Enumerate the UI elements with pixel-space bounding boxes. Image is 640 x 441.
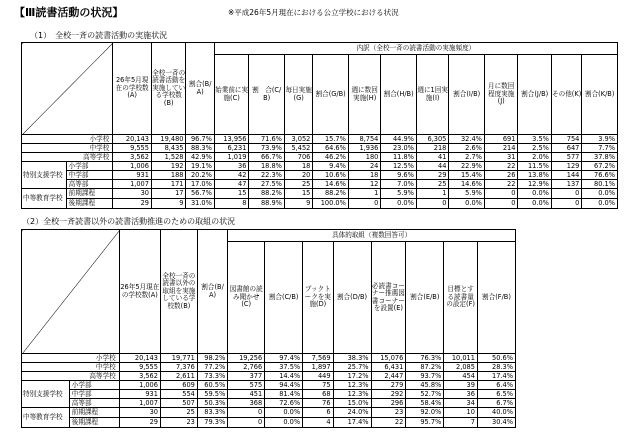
header-daily: 毎日実施(G) — [284, 55, 312, 135]
cell-hb: 5.9% — [381, 189, 417, 199]
row-label: 中学部 — [66, 171, 113, 180]
cell-ba: 60.5% — [197, 381, 227, 390]
cell-b: 1,528 — [151, 153, 186, 162]
row-label: 中学校 — [22, 144, 113, 153]
cell-i: 218 — [416, 144, 448, 153]
row-label: 前期課程 — [69, 408, 119, 418]
header-corner — [22, 43, 113, 135]
header-other-pct: 割合(K/B) — [582, 55, 618, 135]
cell-c: 0 — [228, 408, 265, 418]
cell-ba: 56.7% — [186, 189, 214, 199]
cell-hb: 23.0% — [381, 144, 417, 153]
row-label: 高等学校 — [22, 372, 120, 381]
header-daily-pct: 割合(G/B) — [313, 55, 349, 135]
cell-b: 609 — [160, 381, 197, 390]
cell-ba: 98.2% — [197, 354, 227, 363]
cell-ib: 14.6% — [449, 180, 485, 189]
cell-ba: 17.0% — [186, 180, 214, 189]
cell-cb: 0.0% — [265, 418, 303, 428]
cell-ba: 73.3% — [197, 372, 227, 381]
header-implementing-count: 全校一斉の読書以外の取組を実施している学校数(B) — [160, 230, 197, 354]
cell-hb: 9.6% — [381, 171, 417, 180]
cell-ba: 83.3% — [197, 408, 227, 418]
cell-cb: 73.9% — [249, 144, 285, 153]
cell-gb: 46.2% — [313, 153, 349, 162]
cell-ba: 96.7% — [186, 135, 214, 144]
cell-gb: 14.6% — [313, 180, 349, 189]
cell-c: 451 — [228, 390, 265, 399]
cell-f: 39 — [444, 381, 478, 390]
header-school-count: 26年5月現在の学校数(A) — [119, 230, 160, 354]
cell-fb: 28.3% — [477, 363, 515, 372]
table-row — [22, 390, 516, 399]
header-monthly: 月に数回程度実施(J) — [484, 55, 518, 135]
table-row — [22, 354, 516, 363]
cell-g: 5,452 — [284, 144, 312, 153]
cell-c: 42 — [214, 171, 249, 180]
cell-db: 17.2% — [333, 372, 371, 381]
cell-b: 8,435 — [151, 144, 186, 153]
row-label: 小学校 — [22, 135, 113, 144]
table-row — [22, 372, 516, 381]
cell-d: 4 — [303, 418, 333, 428]
cell-b: 9 — [151, 199, 186, 209]
cell-g: 3,052 — [284, 135, 312, 144]
cell-c: 19,256 — [228, 354, 265, 363]
cell-gb: 10.6% — [313, 171, 349, 180]
cell-a: 931 — [119, 390, 160, 399]
cell-d: 1,897 — [303, 363, 333, 372]
cell-a: 1,006 — [119, 381, 160, 390]
cell-jb: 11.5% — [518, 162, 552, 171]
cell-kb: 67.2% — [582, 162, 618, 171]
cell-g: 25 — [284, 180, 312, 189]
cell-ib: 2.7% — [449, 153, 485, 162]
section1-heading: （1） 全校一斉の読書活動の実施状況 — [30, 31, 168, 40]
cell-gb: 9.4% — [313, 162, 349, 171]
cell-h: 180 — [348, 153, 380, 162]
cell-eb: 92.0% — [406, 408, 444, 418]
cell-db: 12.3% — [333, 381, 371, 390]
reading-activity-table — [21, 42, 618, 209]
cell-jb: 3.5% — [518, 135, 552, 144]
cell-cb: 37.5% — [265, 363, 303, 372]
row-label: 高等部 — [66, 180, 113, 189]
cell-ib: 0.0% — [449, 199, 485, 209]
cell-ba: 19.1% — [186, 162, 214, 171]
cell-b: 192 — [151, 162, 186, 171]
cell-i: 25 — [416, 180, 448, 189]
cell-b: 188 — [151, 171, 186, 180]
cell-d: 7,569 — [303, 354, 333, 363]
cell-g: 18 — [284, 162, 312, 171]
cell-i: 0 — [416, 199, 448, 209]
cell-h: 1 — [348, 189, 380, 199]
header-before-class-pct: 割 合(C/B) — [249, 55, 285, 135]
header-several-weekly-pct: 割合(H/B) — [381, 55, 417, 135]
cell-kb: 3.9% — [582, 135, 618, 144]
row-label: 後期課程 — [66, 199, 113, 209]
cell-i: 29 — [416, 171, 448, 180]
cell-ba: 42.9% — [186, 153, 214, 162]
cell-gb: 64.6% — [313, 144, 349, 153]
cell-a: 30 — [119, 408, 160, 418]
cell-cb: 66.7% — [249, 153, 285, 162]
cell-a: 3,562 — [119, 372, 160, 381]
cell-e: 296 — [371, 399, 406, 408]
cell-b: 171 — [151, 180, 186, 189]
cell-a: 9,555 — [119, 363, 160, 372]
table-row — [22, 153, 618, 162]
cell-k: 137 — [551, 180, 581, 189]
cell-hb: 12.5% — [381, 162, 417, 171]
cell-e: 2,447 — [371, 372, 406, 381]
cell-fb: 6.4% — [477, 381, 515, 390]
header-implementing-pct: 割合(B/A) — [186, 43, 214, 135]
cell-k: 577 — [551, 153, 581, 162]
cell-a: 29 — [119, 418, 160, 428]
cell-e: 22 — [371, 418, 406, 428]
cell-g: 9 — [284, 199, 312, 209]
row-label: 小学校 — [22, 354, 120, 363]
cell-cb: 71.6% — [249, 135, 285, 144]
cell-h: 0 — [348, 199, 380, 209]
cell-jb: 12.9% — [518, 180, 552, 189]
cell-h: 1,936 — [348, 144, 380, 153]
cell-jb: 0.0% — [518, 199, 552, 209]
cell-b: 7,376 — [160, 363, 197, 372]
table-row — [22, 144, 618, 153]
row-label: 前期課程 — [66, 189, 113, 199]
cell-f: 36 — [444, 390, 478, 399]
row-label: 後期課程 — [69, 418, 119, 428]
cell-a: 3,562 — [113, 153, 152, 162]
cell-kb: 80.1% — [582, 180, 618, 189]
cell-b: 23 — [160, 418, 197, 428]
header-breakdown: 内訳（全校一斉の読書活動の実施頻度） — [214, 43, 617, 55]
table-row — [22, 381, 516, 390]
table-row — [22, 189, 618, 199]
cell-k: 144 — [551, 171, 581, 180]
cell-kb: 7.7% — [582, 144, 618, 153]
cell-ba: 79.3% — [197, 418, 227, 428]
cell-db: 25.7% — [333, 363, 371, 372]
table-row — [22, 399, 516, 408]
cell-kb: 0.0% — [582, 199, 618, 209]
cell-hb: 44.9% — [381, 135, 417, 144]
header-once-weekly-pct: 割合(I/B) — [449, 55, 485, 135]
table-row — [22, 162, 618, 171]
page-note: ※平成26年5月現在における公立学校における状況 — [228, 8, 399, 17]
header-several-weekly: 週に数回実施(H) — [348, 55, 380, 135]
cell-db: 17.4% — [333, 418, 371, 428]
cell-a: 29 — [113, 199, 152, 209]
cell-db: 24.0% — [333, 408, 371, 418]
header-recommended-corner: 必読書コーナー推薦図書コーナーを設置(E) — [371, 242, 406, 354]
cell-hb: 11.8% — [381, 153, 417, 162]
cell-g: 20 — [284, 171, 312, 180]
cell-cb: 88.9% — [249, 199, 285, 209]
cell-fb: 6.5% — [477, 390, 515, 399]
cell-a: 1,006 — [113, 162, 152, 171]
table-row — [22, 171, 618, 180]
cell-j: 22 — [484, 162, 518, 171]
cell-a: 20,143 — [119, 354, 160, 363]
cell-db: 15.0% — [333, 399, 371, 408]
table-row — [22, 408, 516, 418]
cell-c: 47 — [214, 180, 249, 189]
cell-jb: 13.8% — [518, 171, 552, 180]
cell-cb: 14.4% — [265, 372, 303, 381]
cell-b: 2,611 — [160, 372, 197, 381]
cell-fb: 50.6% — [477, 354, 515, 363]
cell-gb: 88.2% — [313, 189, 349, 199]
cell-e: 6,431 — [371, 363, 406, 372]
cell-jb: 2.0% — [518, 153, 552, 162]
cell-hb: 0.0% — [381, 199, 417, 209]
cell-f: 34 — [444, 399, 478, 408]
row-group-label: 特別支援学校 — [22, 162, 67, 189]
cell-ba: 88.3% — [186, 144, 214, 153]
header-read-aloud: 図書館の読み聞かせ(C) — [228, 242, 265, 354]
cell-j: 691 — [484, 135, 518, 144]
cell-c: 2,766 — [228, 363, 265, 372]
cell-a: 30 — [113, 189, 152, 199]
cell-gb: 100.0% — [313, 199, 349, 209]
cell-eb: 87.2% — [406, 363, 444, 372]
cell-eb: 93.7% — [406, 372, 444, 381]
cell-c: 13,956 — [214, 135, 249, 144]
row-group-label: 特別支援学校 — [22, 381, 70, 408]
cell-i: 44 — [416, 162, 448, 171]
row-label: 小学部 — [66, 162, 113, 171]
header-other: その他(K) — [551, 55, 581, 135]
table-row — [22, 199, 618, 209]
cell-c: 6,231 — [214, 144, 249, 153]
cell-j: 214 — [484, 144, 518, 153]
cell-b: 507 — [160, 399, 197, 408]
cell-fb: 40.0% — [477, 408, 515, 418]
cell-c: 36 — [214, 162, 249, 171]
cell-c: 0 — [228, 418, 265, 428]
cell-b: 25 — [160, 408, 197, 418]
cell-eb: 58.4% — [406, 399, 444, 408]
cell-a: 9,555 — [113, 144, 152, 153]
cell-c: 8 — [214, 199, 249, 209]
cell-ba: 31.0% — [186, 199, 214, 209]
table-row — [22, 180, 618, 189]
cell-h: 12 — [348, 180, 380, 189]
cell-c: 575 — [228, 381, 265, 390]
cell-e: 15,076 — [371, 354, 406, 363]
cell-f: 7 — [444, 418, 478, 428]
cell-cb: 97.4% — [265, 354, 303, 363]
cell-ib: 2.6% — [449, 144, 485, 153]
cell-fb: 30.4% — [477, 418, 515, 428]
cell-j: 0 — [484, 189, 518, 199]
cell-cb: 72.6% — [265, 399, 303, 408]
header-implementing-count: 全校一斉の読書活動を実施している学校数(B) — [151, 43, 186, 135]
cell-ib: 15.4% — [449, 171, 485, 180]
cell-d: 75 — [303, 381, 333, 390]
table-row — [22, 418, 516, 428]
cell-h: 18 — [348, 171, 380, 180]
cell-h: 24 — [348, 162, 380, 171]
cell-eb: 76.3% — [406, 354, 444, 363]
cell-ib: 32.4% — [449, 135, 485, 144]
row-label: 中学校 — [22, 363, 120, 372]
cell-f: 454 — [444, 372, 478, 381]
cell-b: 19,771 — [160, 354, 197, 363]
cell-a: 1,007 — [113, 180, 152, 189]
cell-k: 647 — [551, 144, 581, 153]
cell-f: 2,085 — [444, 363, 478, 372]
cell-i: 6,305 — [416, 135, 448, 144]
cell-eb: 52.7% — [406, 390, 444, 399]
cell-db: 38.3% — [333, 354, 371, 363]
header-school-count: 26年5月現在の学校数(A) — [113, 43, 152, 135]
cell-c: 377 — [228, 372, 265, 381]
cell-f: 10,011 — [444, 354, 478, 363]
row-group-label: 中等教育学校 — [22, 189, 67, 209]
cell-cb: 18.8% — [249, 162, 285, 171]
cell-a: 1,007 — [119, 399, 160, 408]
table-row — [22, 135, 618, 144]
cell-d: 6 — [303, 408, 333, 418]
header-monthly-pct: 割合(J/B) — [518, 55, 552, 135]
cell-kb: 76.6% — [582, 171, 618, 180]
table-row — [22, 363, 516, 372]
row-group-label: 中等教育学校 — [22, 408, 70, 428]
cell-k: 754 — [551, 135, 581, 144]
header-once-weekly: 週に1回実施(I) — [416, 55, 448, 135]
cell-j: 22 — [484, 180, 518, 189]
cell-cb: 22.3% — [249, 171, 285, 180]
cell-b: 554 — [160, 390, 197, 399]
cell-db: 12.3% — [333, 390, 371, 399]
cell-k: 0 — [551, 189, 581, 199]
cell-ib: 22.9% — [449, 162, 485, 171]
header-reading-target-pct: 割合(F/B) — [477, 242, 515, 354]
header-corner — [22, 230, 120, 354]
cell-e: 292 — [371, 390, 406, 399]
cell-gb: 15.7% — [313, 135, 349, 144]
cell-c: 368 — [228, 399, 265, 408]
cell-kb: 37.8% — [582, 153, 618, 162]
cell-ib: 5.9% — [449, 189, 485, 199]
header-book-talk-pct: 割合(D/B) — [333, 242, 371, 354]
cell-k: 129 — [551, 162, 581, 171]
header-recommended-corner-pct: 割合(E/B) — [406, 242, 444, 354]
row-label: 高等学校 — [22, 153, 113, 162]
cell-hb: 7.0% — [381, 180, 417, 189]
cell-ba: 77.2% — [197, 363, 227, 372]
cell-i: 41 — [416, 153, 448, 162]
cell-eb: 45.8% — [406, 381, 444, 390]
cell-f: 10 — [444, 408, 478, 418]
cell-kb: 0.0% — [582, 189, 618, 199]
header-reading-target: 目標とする読書量の設定(F) — [444, 242, 478, 354]
cell-k: 0 — [551, 199, 581, 209]
cell-i: 1 — [416, 189, 448, 199]
cell-ba: 59.5% — [197, 390, 227, 399]
cell-cb: 27.5% — [249, 180, 285, 189]
header-read-aloud-pct: 割合(C/B) — [265, 242, 303, 354]
cell-e: 23 — [371, 408, 406, 418]
cell-e: 279 — [371, 381, 406, 390]
cell-cb: 81.4% — [265, 390, 303, 399]
cell-ba: 20.2% — [186, 171, 214, 180]
cell-fb: 6.7% — [477, 399, 515, 408]
cell-jb: 2.5% — [518, 144, 552, 153]
cell-b: 17 — [151, 189, 186, 199]
cell-d: 76 — [303, 399, 333, 408]
cell-jb: 0.0% — [518, 189, 552, 199]
cell-j: 31 — [484, 153, 518, 162]
cell-g: 706 — [284, 153, 312, 162]
cell-j: 0 — [484, 199, 518, 209]
cell-a: 20,143 — [113, 135, 152, 144]
header-before-class: 始業前に実施(C) — [214, 55, 249, 135]
cell-j: 26 — [484, 171, 518, 180]
cell-a: 931 — [113, 171, 152, 180]
cell-ba: 50.3% — [197, 399, 227, 408]
cell-d: 449 — [303, 372, 333, 381]
cell-cb: 94.4% — [265, 381, 303, 390]
row-label: 中学部 — [69, 390, 119, 399]
header-breakdown: 具体的取組（複数回答可） — [228, 230, 516, 242]
section2-heading: （2）全校一斉読書以外の読書活動推進のための取組の状況 — [22, 217, 236, 226]
cell-c: 15 — [214, 189, 249, 199]
cell-fb: 17.4% — [477, 372, 515, 381]
cell-h: 8,754 — [348, 135, 380, 144]
cell-cb: 0.0% — [265, 408, 303, 418]
header-implementing-pct: 割合(B/A) — [197, 230, 227, 354]
page-title: 【Ⅲ読書活動の状況】 — [14, 6, 124, 19]
cell-cb: 88.2% — [249, 189, 285, 199]
row-label: 小学部 — [69, 381, 119, 390]
cell-g: 15 — [284, 189, 312, 199]
cell-b: 19,480 — [151, 135, 186, 144]
cell-c: 1,019 — [214, 153, 249, 162]
header-book-talk: ブックトークを実施(D) — [303, 242, 333, 354]
cell-eb: 95.7% — [406, 418, 444, 428]
cell-d: 68 — [303, 390, 333, 399]
other-initiatives-table — [21, 229, 516, 428]
row-label: 高等部 — [69, 399, 119, 408]
